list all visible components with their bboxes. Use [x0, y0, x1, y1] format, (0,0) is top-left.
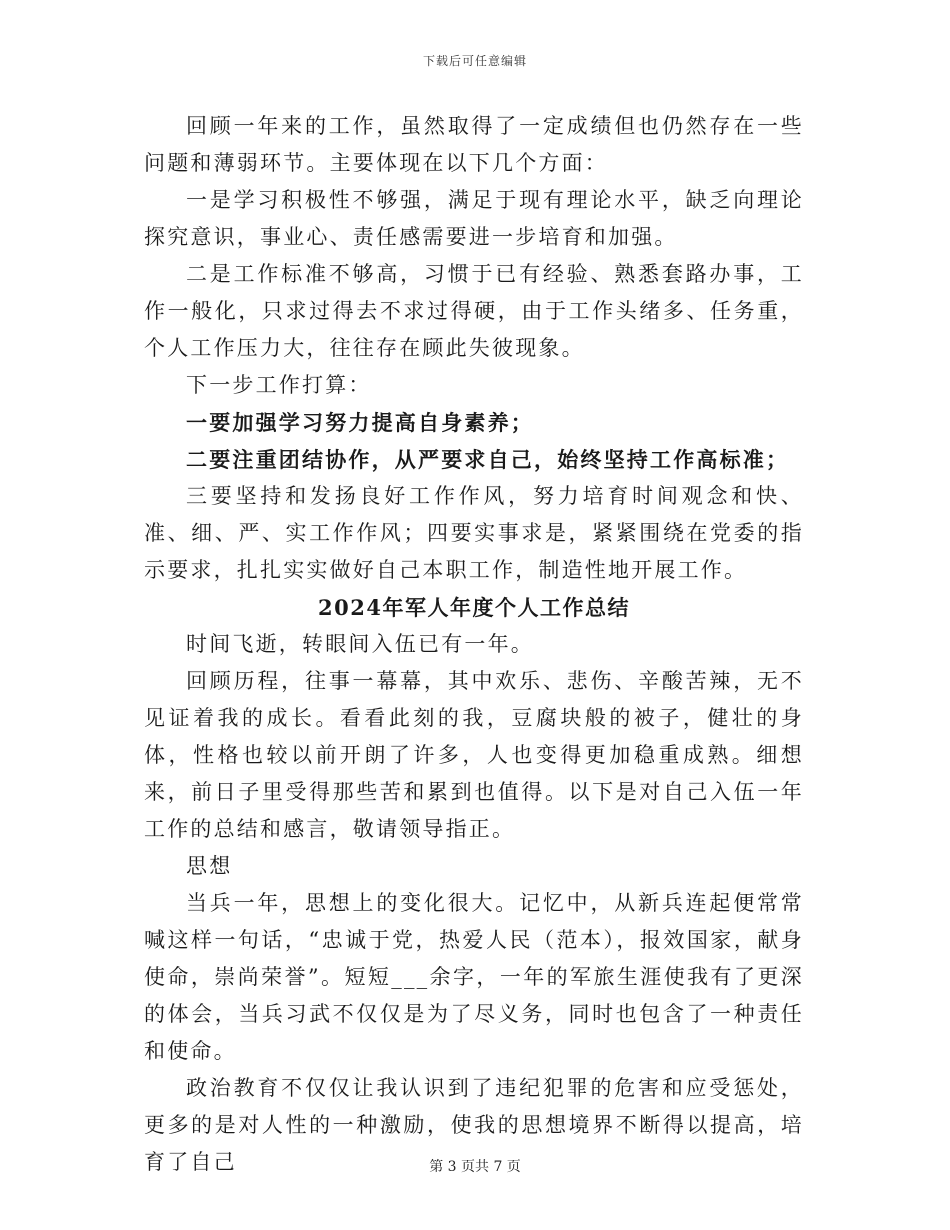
paragraph-next-plan: 下一步工作打算：	[186, 373, 372, 397]
paragraph-plan-2: 二要注重团结协作，从严要求自己，始终坚持工作高标准；	[186, 447, 790, 472]
paragraph-issue-1: 一是学习积极性不够强，满足于现有理论水平，缺乏向理论探究意识，事业心、责任感需要进一步培育和加强。	[144, 188, 804, 249]
paragraph-plan-1: 一要加强学习努力提高自身素养；	[186, 410, 534, 435]
document-body	[144, 108, 804, 1181]
paragraph-review: 回顾一年来的工作，虽然取得了一定成绩但也仍然存在一些问题和薄弱环节。主要体现在以下几个方面：	[144, 114, 804, 175]
paragraph-review-journey: 回顾历程，往事一幕幕，其中欢乐、悲伤、辛酸苦辣，无不见证着我的成长。看看此刻的我，豆腐块般的被子，健壮的身体，性格也较以前开朗了许多，人也变得更加稳重成熟。细想来，前日子里受得那些苦和累到也值得。以下是对自己入伍一年工作的总结和感言，敬请领导指正。	[144, 669, 804, 841]
paragraph-issue-2: 二是工作标准不够高，习惯于已有经验、熟悉套路办事，工作一般化，只求过得去不求过得硬，由于工作头绪多、任务重，个人工作压力大，往往存在顾此失彼现象。	[144, 262, 804, 360]
paragraph-time-flies: 时间飞逝，转眼间入伍已有一年。	[186, 632, 534, 656]
paragraph-political-education: 政治教育不仅仅让我认识到了违纪犯罪的危害和应受惩处，更多的是对人性的一种激励，使我的思想境界不断得以提高，培育了自己	[144, 1076, 804, 1174]
paragraph-heading-thought: 思想	[186, 854, 233, 878]
paragraph-thought-change: 当兵一年，思想上的变化很大。记忆中，从新兵连起便常常喊这样一句话，“忠诚于党，热爱人民（范本），报效国家，献身使命，崇尚荣誉”。短短___余字，一年的军旅生涯使我有了更深的体会，当兵习武不仅仅是为了尽义务，同时也包含了一种责任和使命。	[144, 891, 804, 1063]
page-footer-number: 第 3 页共 7 页	[429, 1159, 521, 1175]
section-title: 2024年军人年度个人工作总结	[318, 595, 630, 620]
page-header-note: 下载后可任意编辑	[422, 54, 527, 68]
paragraph-plan-3-4: 三要坚持和发扬良好工作作风，努力培育时间观念和快、准、细、严、实工作作风；四要实事求是，紧紧围绕在党委的指示要求，扎扎实实做好自己本职工作，制造性地开展工作。	[144, 484, 804, 582]
